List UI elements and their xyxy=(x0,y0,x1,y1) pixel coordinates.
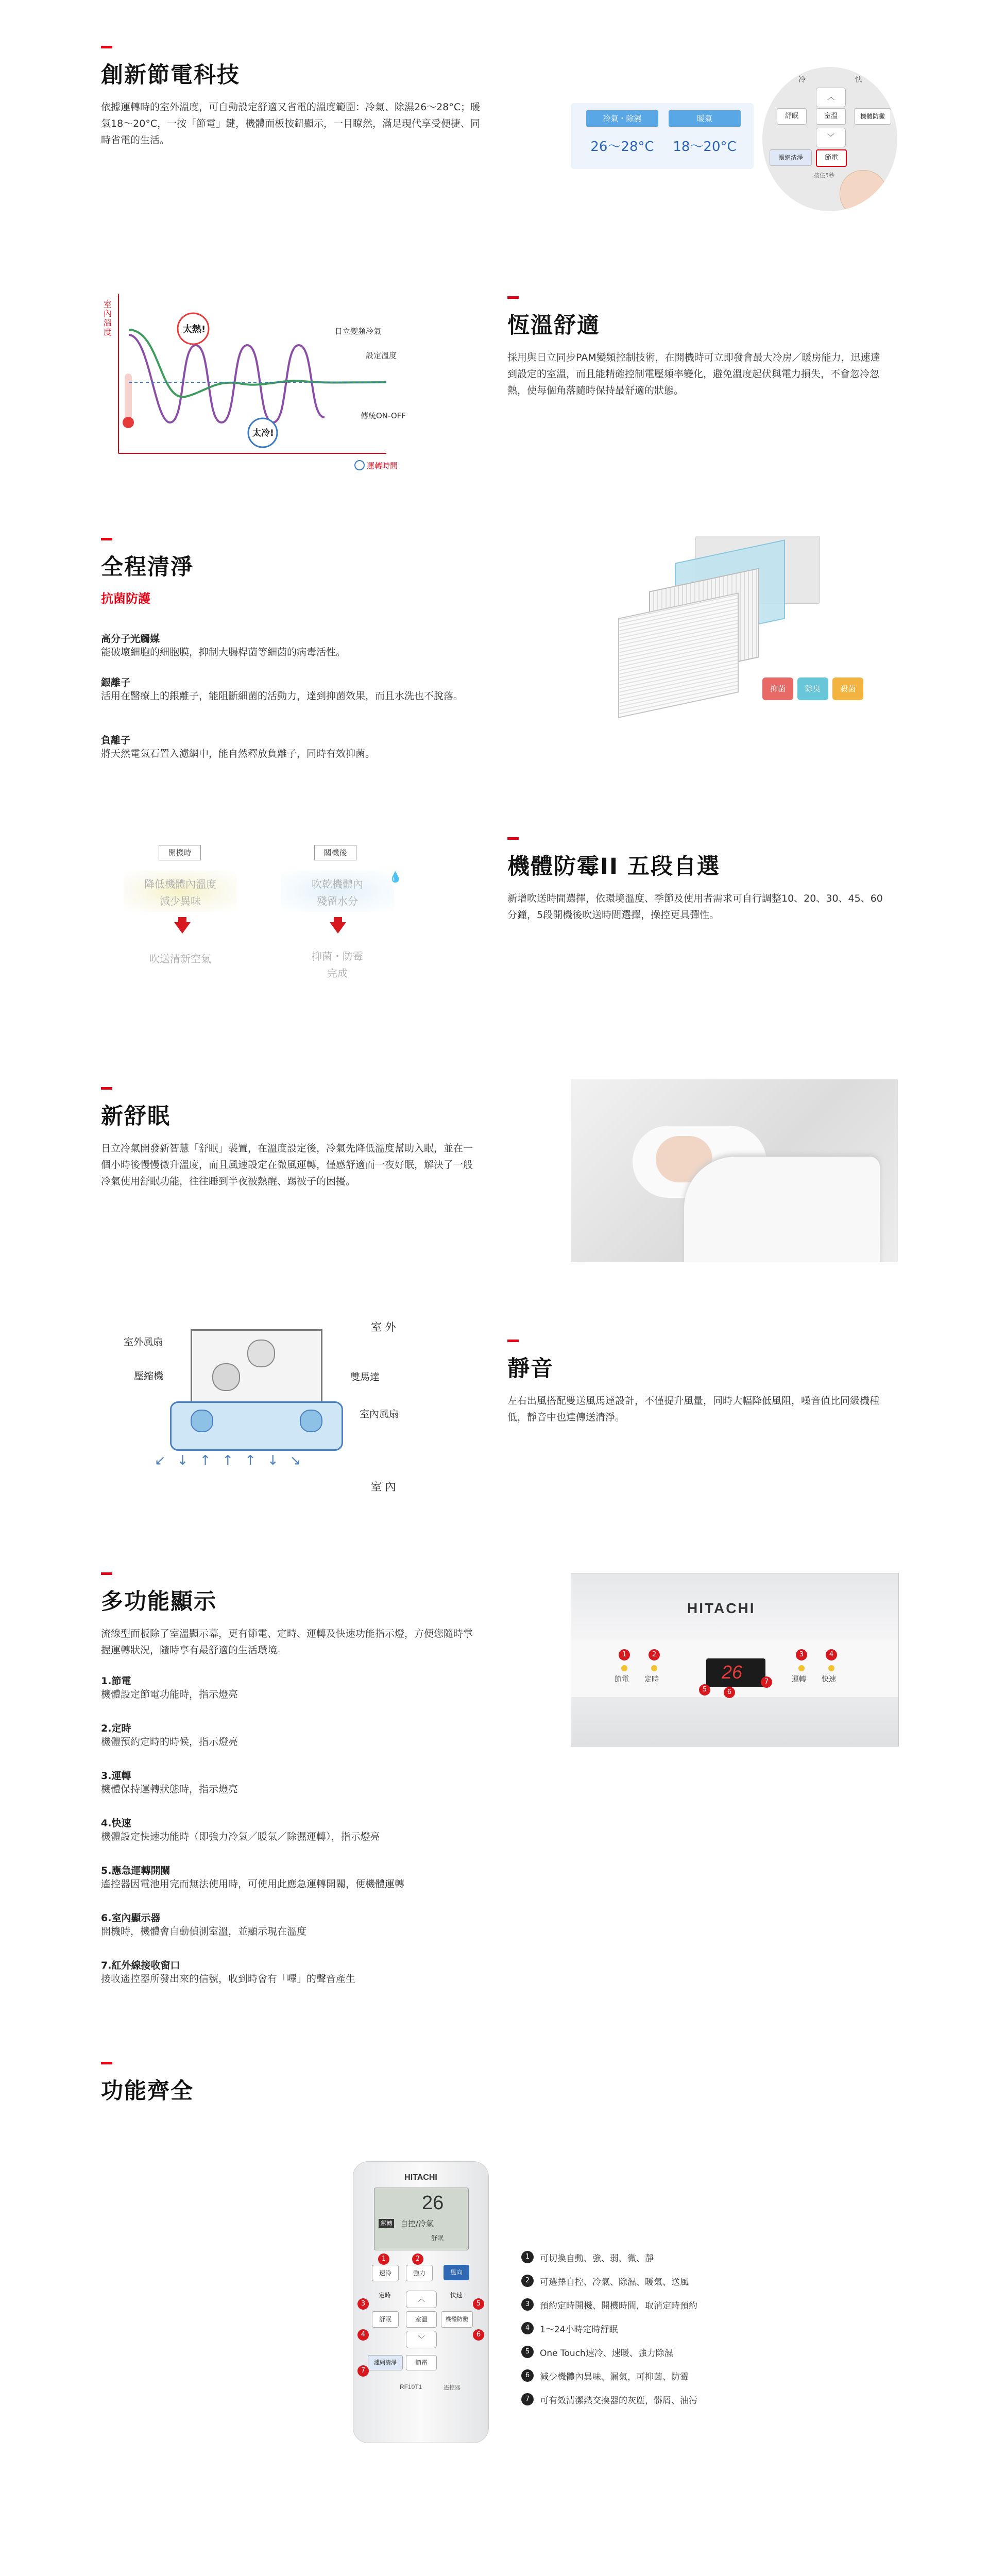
blanket xyxy=(684,1157,880,1262)
marker-7: 7 xyxy=(761,1676,772,1688)
section-accent xyxy=(101,1572,112,1575)
flow-off-step1-line2: 殘留水分 xyxy=(317,895,358,907)
chart-x-label: 運轉時間 xyxy=(367,461,398,470)
flow-off-label: 關機後 xyxy=(314,845,356,860)
section-quiet xyxy=(0,1288,989,1546)
section-title: 創新節電科技 xyxy=(101,62,240,88)
feature-number: 2 xyxy=(521,2275,534,2287)
feature-text: 1～24小時定時舒眠 xyxy=(540,2324,618,2335)
marker-1: 1 xyxy=(619,1649,630,1660)
item-text: 機體保持運轉狀態時，指示燈亮 xyxy=(101,1784,238,1795)
remote-dry-button[interactable]: 機體防黴 xyxy=(441,2311,473,2328)
feature-text: One Touch速冷、速暖、強力除濕 xyxy=(540,2348,673,2359)
badge-deodorize: 除臭 xyxy=(797,677,828,700)
feature-text: 預約定時開機、開機時間，取消定時預約 xyxy=(540,2300,697,2311)
flow-off-step1 xyxy=(281,871,394,912)
heat-label: 暖氣 xyxy=(669,110,741,127)
marker-4: 4 xyxy=(826,1649,837,1660)
item-text-silver: 活用在醫療上的銀離子，能阻斷細菌的活動力，達到抑菌效果，而且水洗也不脫落。 xyxy=(101,690,464,702)
timer-label: 定時 xyxy=(644,1675,659,1684)
feature-list xyxy=(521,2245,882,2411)
fan-blade-icon xyxy=(247,1340,275,1367)
section-body: 依據運轉時的室外溫度，可自動設定舒適又省電的溫度範圍：冷氣、除濕26～28°C；暖氣18～20°C，一按「節電」鍵，機體面板按鈕顯示，一目瞭然，滿足現代享受便捷、同時省電的生活。 xyxy=(101,101,481,146)
item-title-negative-ion: 負離子 xyxy=(101,735,131,746)
item-text: 開機時，機體會自動偵測室溫，並顯示現在溫度 xyxy=(101,1926,307,1937)
heat-value: 18～20°C xyxy=(673,139,737,155)
flow-on-step1-line2: 減少異味 xyxy=(160,895,201,907)
remote-room-button[interactable]: 室溫 xyxy=(406,2311,437,2328)
item-title: 6.室內顯示器 xyxy=(101,1912,161,1924)
run-indicator xyxy=(798,1665,805,1671)
item-title: 2.定時 xyxy=(101,1723,131,1734)
section-body: 流線型面板除了室溫顯示幕，更有節電、定時、運轉及快速功能指示燈，方便您隨時掌握運轉狀況，隨時享有最舒適的生活環境。 xyxy=(101,1628,473,1656)
section-title: 機體防霉II 五段自選 xyxy=(507,854,720,879)
item-text: 機體設定快速功能時（即強力冷氣／暖氣／除濕運轉），指示燈亮 xyxy=(101,1831,380,1842)
flow-on-label: 開機時 xyxy=(159,845,201,860)
section-multi-display xyxy=(0,1546,989,2020)
remote-marker-4: 4 xyxy=(357,2329,369,2341)
temp-readout: 26 xyxy=(722,1662,743,1683)
clock-icon xyxy=(355,461,364,470)
remote-up-key[interactable]: ︿ xyxy=(406,2291,437,2308)
item-title: 4.快速 xyxy=(101,1818,131,1829)
remote-down-key[interactable]: ﹀ xyxy=(406,2331,437,2348)
marker-2: 2 xyxy=(649,1649,660,1660)
remote-model: RF10T1 xyxy=(400,2383,422,2391)
remote-top-b: 快 xyxy=(855,76,862,84)
feature-item xyxy=(521,2364,882,2387)
remote-dry-button[interactable]: 機體防黴 xyxy=(854,108,891,125)
remote-marker-3: 3 xyxy=(357,2298,369,2310)
cool-label: 冷氣・除濕 xyxy=(586,110,658,127)
too-cold-text: 太冷! xyxy=(252,428,274,438)
flow-off-step2-line2: 完成 xyxy=(327,967,348,979)
fan-diagram xyxy=(103,1319,443,1535)
section-full-features xyxy=(0,2020,989,2550)
flow-off-step1-line1: 吹乾機體內 xyxy=(312,878,363,890)
feature-number: 6 xyxy=(521,2369,534,2382)
filter-layer-front xyxy=(618,592,739,718)
section-constant-temperature xyxy=(0,216,989,505)
remote-lcd-mode-label: 運轉 xyxy=(379,2219,394,2228)
indoor-fan-label: 室內風扇 xyxy=(360,1409,399,1420)
panel-brand: HITACHI xyxy=(687,1600,756,1616)
section-accent xyxy=(507,837,519,840)
section-title: 靜音 xyxy=(507,1356,554,1382)
remote-down-key[interactable]: ﹀ xyxy=(816,128,846,147)
feature-item xyxy=(521,2316,882,2340)
flow-on-step1-line1: 降低機體內溫度 xyxy=(144,878,216,890)
remote-sleep-button[interactable]: 舒眠 xyxy=(777,108,807,125)
section-accent xyxy=(101,538,112,540)
remote-timer-button[interactable]: 定時 xyxy=(378,2292,391,2299)
section-subtitle: 抗菌防護 xyxy=(101,591,150,606)
legend-onoff: 傳統ON-OFF xyxy=(361,411,406,420)
feature-number: 1 xyxy=(521,2251,534,2263)
section-title: 新舒眠 xyxy=(101,1104,170,1129)
feature-number: 7 xyxy=(521,2393,534,2405)
feature-item xyxy=(521,2245,882,2269)
feature-number: 3 xyxy=(521,2298,534,2311)
remote-save-button[interactable]: 節電 xyxy=(816,149,847,167)
feature-number: 4 xyxy=(521,2322,534,2334)
remote-marker-1: 1 xyxy=(378,2253,389,2265)
filter-illustration xyxy=(608,526,896,742)
legend-hitachi: 日立變頻冷氣 xyxy=(335,327,382,336)
temperature-card xyxy=(571,103,754,169)
marker-6: 6 xyxy=(724,1687,735,1698)
droplet-icon: 💧 xyxy=(389,871,402,883)
flow-off-step2-line1: 抑菌・防霉 xyxy=(312,950,363,962)
item-text-negative-ion: 將天然電氣石置入濾網中，能自然釋放負離子，同時有效抑菌。 xyxy=(101,748,376,759)
temp-display xyxy=(706,1658,765,1687)
fast-indicator xyxy=(828,1665,834,1671)
flow-on-step1 xyxy=(124,871,237,912)
section-body: 新增吹送時間選擇，依環境溫度、季節及使用者需求可自行調整10、20、30、45、60分鐘，5段開機後吹送時間選擇，操控更具彈性。 xyxy=(507,893,883,921)
save-label: 節電 xyxy=(615,1675,629,1684)
remote-marker-6: 6 xyxy=(473,2329,484,2341)
flow-diagram xyxy=(103,845,433,1041)
item-text: 遙控器因電池用完而無法使用時，可使用此應急運轉開關，便機體運轉 xyxy=(101,1878,405,1890)
remote-updown-keys[interactable]: ︿ xyxy=(816,88,846,107)
airflow-arrows: ↙↓↑↑↑↓↘ xyxy=(155,1453,313,1468)
section-accent xyxy=(101,1087,112,1090)
item-title: 1.節電 xyxy=(101,1675,131,1687)
section-full-purification xyxy=(0,505,989,804)
item-text-photocatalyst: 能破壞細胞的細胞膜，抑制大腸桿菌等細菌的病毒活性。 xyxy=(101,647,346,658)
arrow-down-icon xyxy=(334,917,342,924)
badge-antibacterial: 抑菌 xyxy=(762,677,793,700)
feature-text: 可選擇自控、冷氣、除濕、暖氣、送風 xyxy=(540,2277,689,2287)
remote-save-button[interactable]: 節電 xyxy=(406,2355,437,2370)
feature-text: 可切換自動、強、弱、微、靜 xyxy=(540,2253,654,2264)
legend-set: 設定溫度 xyxy=(366,351,397,360)
flow-off-step2 xyxy=(281,948,394,980)
motor-right-icon xyxy=(300,1410,322,1432)
remote-quick-button[interactable]: 快速 xyxy=(450,2292,463,2299)
section-body: 左右出風搭配雙送風馬達設計，不僅提升風量，同時大幅降低風阻，噪音值比同級機種低，靜音中也達傳送清淨。 xyxy=(507,1395,880,1423)
marker-5: 5 xyxy=(699,1684,710,1696)
sleeping-baby-photo xyxy=(571,1079,898,1262)
cool-value: 26～28°C xyxy=(590,139,654,155)
onoff-wave xyxy=(129,335,325,422)
remote-fast-button[interactable]: 速冷 xyxy=(372,2265,399,2281)
fast-label: 快速 xyxy=(822,1675,836,1684)
section-anti-mold xyxy=(0,804,989,1061)
remote-room-button[interactable]: 室溫 xyxy=(816,108,846,125)
badge-sterilize: 殺菌 xyxy=(832,677,863,700)
feature-number: 5 xyxy=(521,2346,534,2358)
item-title: 3.運轉 xyxy=(101,1770,131,1782)
item-text: 機體設定節電功能時，指示燈亮 xyxy=(101,1689,238,1700)
section-title: 功能齊全 xyxy=(101,2078,194,2104)
remote-lcd-func: 舒眠 xyxy=(431,2234,444,2242)
flow-on-step2: 吹送清新空氣 xyxy=(149,953,211,965)
section-accent xyxy=(101,2062,112,2064)
too-hot-text: 太熱! xyxy=(183,324,206,335)
remote-clean-button[interactable]: 濾網清淨 xyxy=(770,149,812,166)
item-title: 5.應急運轉開關 xyxy=(101,1865,170,1876)
feature-text: 可有效清潔熱交換器的灰塵，髒屑、油污 xyxy=(540,2395,697,2406)
section-body: 採用與日立同步PAM變頻控制技術，在開機時可立即發會最大冷房／暖房能力，迅速達到設定的室溫，而且能精確控制電壓頻率變化，避免溫度起伏與電力損失，不會忽冷忽熱，使每個角落隨時保持最舒適的狀態。 xyxy=(507,352,880,396)
feature-item xyxy=(521,2269,882,2293)
thermometer-bulb-icon xyxy=(123,417,134,428)
remote-swing-button[interactable]: 風向 xyxy=(444,2265,469,2280)
thermometer-icon xyxy=(125,374,132,420)
remote-model-label: 遙控器 xyxy=(444,2384,461,2391)
remote-sleep-button[interactable]: 舒眠 xyxy=(372,2311,399,2328)
item-title-photocatalyst: 高分子光觸媒 xyxy=(101,633,160,645)
item-title: 7.紅外線接收窗口 xyxy=(101,1960,180,1971)
section-accent xyxy=(507,1340,519,1342)
remote-marker-7: 7 xyxy=(357,2365,369,2377)
outdoor-fan-label: 室外風扇 xyxy=(124,1336,163,1348)
remote-closeup xyxy=(762,67,897,211)
motor-left-icon xyxy=(191,1410,213,1432)
section-title: 恆溫舒適 xyxy=(507,313,600,338)
remote-lcd xyxy=(374,2188,469,2250)
remote-control xyxy=(353,2161,489,2443)
remote-brand: HITACHI xyxy=(404,2173,437,2182)
display-panel xyxy=(571,1573,899,1747)
feature-item xyxy=(521,2387,882,2411)
feature-text: 減少機體內異味、漏氣，可抑菌、防霉 xyxy=(540,2371,689,2382)
run-label: 運轉 xyxy=(792,1675,806,1684)
item-text: 機體預約定時的時候，指示燈亮 xyxy=(101,1736,238,1748)
arrow-down-icon xyxy=(178,917,186,924)
chart-y-label: 室內溫度 xyxy=(102,300,112,337)
remote-marker-5: 5 xyxy=(473,2298,484,2310)
remote-top-a: 冷 xyxy=(798,76,806,84)
remote-filter-button[interactable]: 濾網清淨 xyxy=(368,2355,403,2370)
remote-lcd-temp: 26 xyxy=(422,2192,444,2214)
remote-lcd-mode: 自控/冷氣 xyxy=(400,2219,434,2228)
section-title: 全程清淨 xyxy=(101,554,194,580)
save-indicator xyxy=(621,1665,627,1671)
outdoor-top-label: 室 外 xyxy=(371,1321,396,1333)
remote-marker-2: 2 xyxy=(412,2253,423,2265)
feature-item xyxy=(521,2340,882,2364)
section-new-sleep xyxy=(0,1061,989,1288)
section-energy-saving xyxy=(0,0,989,216)
feature-item xyxy=(521,2293,882,2316)
section-accent xyxy=(101,46,112,48)
remote-hint: 按住5秒 xyxy=(814,172,834,179)
section-taiseia xyxy=(0,2550,989,2576)
item-text: 接收遙控器所發出來的信號，收到時會有「嗶」的聲音產生 xyxy=(101,1973,356,1985)
pressing-finger xyxy=(840,170,887,211)
compressor-icon xyxy=(212,1363,240,1391)
section-title: 多功能顯示 xyxy=(101,1589,217,1615)
item-title-silver: 銀離子 xyxy=(101,677,131,688)
indoor-label: 室 內 xyxy=(371,1481,396,1493)
remote-powerful-button[interactable]: 強力 xyxy=(406,2265,433,2281)
temperature-chart xyxy=(98,268,458,505)
timer-indicator xyxy=(651,1665,657,1671)
section-accent xyxy=(507,296,519,299)
marker-3: 3 xyxy=(796,1649,807,1660)
dual-motor-label: 雙馬達 xyxy=(350,1371,380,1383)
compressor-label: 壓縮機 xyxy=(134,1370,164,1382)
section-body: 日立冷氣開發新智慧「舒眠」裝置，在溫度設定後，冷氣先降低溫度幫助入眠，並在一個小時後慢慢微升溫度，而且風速設定在微風運轉，僅感舒適而一夜好眠，解決了一般冷氣使用舒眠功能，往往睡到半夜被熱醒、踢被子的困擾。 xyxy=(101,1143,473,1187)
